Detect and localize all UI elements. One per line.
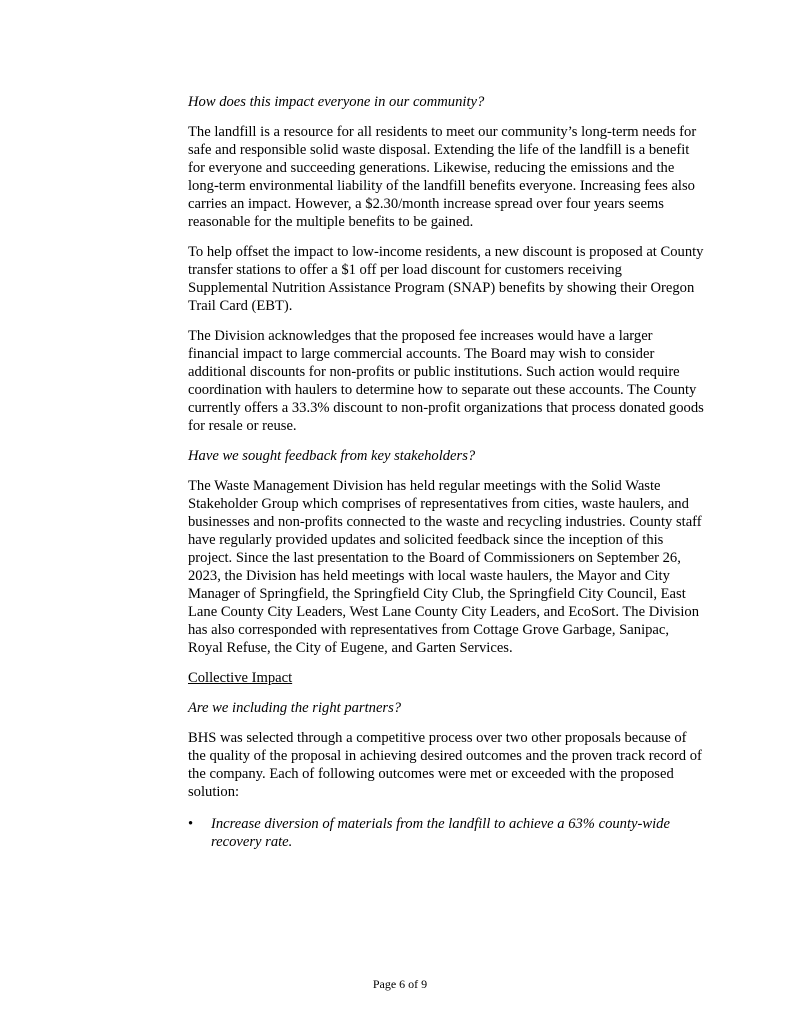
paragraph-stakeholder-meetings: The Waste Management Division has held regular meetings with the Solid Waste Stakeholder Group which comprises of representatives from cities, waste haulers, and businesses and non-profits connected to the waste and recycling industries. County staff have regularly provided updates and solicited feedback since the inception of this project. Since the last presentation to the Board of Commissioners on September 26, 2023, the Division has held meetings with local waste haulers, the Mayor and City Manager of Springfield, the Springfield City Club, the Springfield City Council, East Lane County City Leaders, West Lane County City Leaders, and EcoSort. The Division has also corresponded with representatives from Cottage Grove Garbage, Sanipac, Royal Refuse, the City of Eugene, and Garten Services. [188, 478, 702, 656]
outcomes-list [188, 815, 704, 851]
paragraph-landfill-resource: The landfill is a resource for all residents to meet our community’s long-term needs for safe and responsible solid waste disposal. Extending the life of the landfill is a benefit for everyone and succeeding generations. Likewise, reducing the emissions and the long-term environmental liability of the landfill benefits everyone. Increasing fees also carries an impact. However, a $2.30/month increase spread over four years seems reasonable for the multiple benefits to be gained. [188, 124, 697, 230]
question-right-partners: Are we including the right partners? [188, 700, 402, 716]
question-stakeholder-feedback: Have we sought feedback from key stakeholders? [188, 448, 476, 464]
page-number: Page 6 of 9 [372, 977, 428, 991]
list-item [188, 815, 704, 851]
document-page [188, 93, 704, 851]
paragraph-bhs-selection: BHS was selected through a competitive process over two other proposals because of the quality of the proposal in achieving desired outcomes and the proven track record of the company. Each of following outcomes were met or exceeded with the proposed solution: [188, 730, 702, 800]
question-community-impact: How does this impact everyone in our community? [188, 94, 485, 110]
paragraph-commercial-accounts: The Division acknowledges that the proposed fee increases would have a larger financial impact to large commercial accounts. The Board may wish to consider additional discounts for non-profits or public institutions. Such action would require coordination with haulers to determine how to separate out these accounts. The County currently offers a 33.3% discount to non-profit organizations that process donated goods for resale or reuse. [188, 328, 704, 434]
list-item-text: Increase diversion of materials from the landfill to achieve a 63% county-wide recovery rate. [211, 816, 670, 850]
bullet-icon: • [188, 816, 194, 832]
section-heading-collective-impact: Collective Impact [188, 670, 293, 686]
paragraph-low-income-discount: To help offset the impact to low-income residents, a new discount is proposed at County transfer stations to offer a $1 off per load discount for customers receiving Supplemental Nutrition Assistance Program (SNAP) benefits by showing their Oregon Trail Card (EBT). [188, 244, 704, 314]
